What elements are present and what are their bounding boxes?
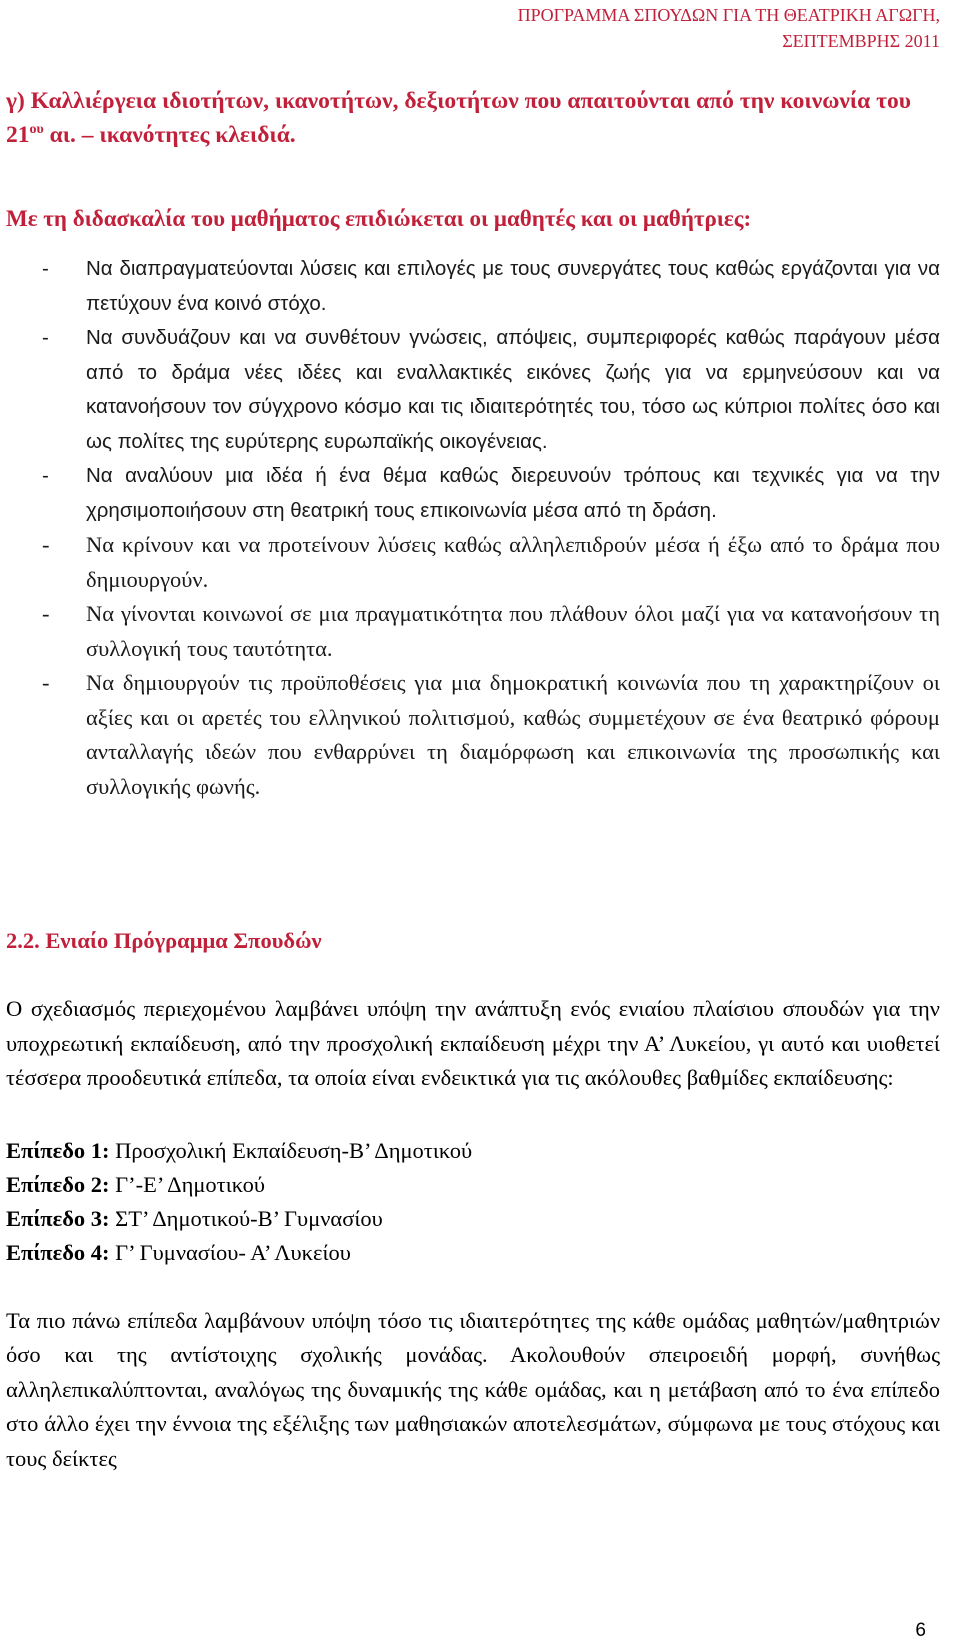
objective-text-2: Να συνδυάζουν και να συνθέτουν γνώσεις, απόψεις, συμπεριφορές καθώς παράγουν μέσα από το δράμα νέες ιδέες και εναλλακτικές εικόνες ζωής για να ερμηνεύσουν και να κατανοήσουν τον σύγχρονο κόσμο και τις ιδιαιτερότητές του, τόσο ως κύπριοι πολίτες όσο και ως πολίτες της ευρύτερης ευρωπαϊκής οικογένειας. (86, 326, 940, 453)
objective-item-4 (6, 528, 940, 597)
document-page (6, 80, 940, 1476)
section-22-paragraph-2: Τα πιο πάνω επίπεδα λαμβάνουν υπόψη τόσο τις ιδιαιτερότητες της κάθε ομάδας μαθητών/μαθητριών όσο και της αντίστοιχης σχολικής μονάδας. Ακολουθούν σπειροειδή μορφή, συνήθως αλληλεπικαλύπτονται, αναλόγως της δυναμικής της κάθε ομάδας, και η μετάβαση από το ένα επίπεδο στο άλλο έχει την έννοια της εξέλιξης των μαθησιακών αποτελεσμάτων, σύμφωνα με τους στόχους και τους δείκτες (6, 1307, 940, 1471)
level-label-3: Επίπεδο 3: (6, 1205, 110, 1231)
page-number: 6 (915, 1620, 926, 1641)
header-date-line: ΣΕΠΤΕΜΒΡΗΣ 2011 (782, 31, 940, 51)
objective-item-5 (6, 597, 940, 666)
objective-item-2 (6, 321, 940, 459)
section-g-heading (6, 84, 940, 152)
level-row-1 (6, 1134, 940, 1168)
objective-item-1 (6, 252, 940, 321)
objectives-list (6, 252, 940, 804)
level-value-2: Γ’-Ε’ Δημοτικού (109, 1171, 265, 1197)
objective-text-6: Να δημιουργούν τις προϋποθέσεις για μια δημοκρατική κοινωνία που τη χαρακτηρίζουν οι αξίες και οι αρετές του ελληνικού πολιτισμού, καθώς συμμετέχουν σε ένα θεατρικό φόρουμ ανταλλαγής ιδεών που ενθαρρύνει τη διαμόρφωση και επικοινωνία της προσωπικής και συλλογικής φωνής. (86, 670, 940, 799)
objective-item-3 (6, 459, 940, 528)
objective-item-6 (6, 666, 940, 804)
list-dash: - (42, 326, 49, 349)
level-label-2: Επίπεδο 2: (6, 1171, 110, 1197)
section-g-heading-part2: αι. – ικανότητες κλειδιά. (43, 122, 296, 148)
level-value-4: Γ’ Γυμνασίου- Α’ Λυκείου (109, 1239, 351, 1265)
levels-list (6, 1134, 940, 1270)
level-label-4: Επίπεδο 4: (6, 1239, 110, 1265)
list-dash: - (42, 532, 50, 557)
level-value-3: ΣΤ’ Δημοτικού-Β’ Γυμνασίου (109, 1205, 383, 1231)
level-label-1: Επίπεδο 1: (6, 1137, 110, 1163)
list-dash: - (42, 670, 50, 695)
objective-text-1: Να διαπραγματεύονται λύσεις και επιλογές με τους συνεργάτες τους καθώς εργάζονται για να πετύχουν ένα κοινό στόχο. (86, 257, 940, 315)
section-22-heading: 2.2. Ενιαίο Πρόγραμμα Σπουδών (6, 928, 322, 953)
level-row-4 (6, 1236, 940, 1270)
list-dash: - (42, 601, 50, 626)
level-row-3 (6, 1202, 940, 1236)
objective-text-5: Να γίνονται κοινωνοί σε μια πραγματικότητα που πλάθουν όλοι μαζί για να κατανοήσουν τη συλλογική τους ταυτότητα. (86, 601, 940, 661)
running-header (340, 2, 940, 54)
section-g-heading-part1: γ) Καλλιέργεια ιδιοτήτων, ικανοτήτων, δεξιοτήτων που απαιτούνται από την κοινωνία του 21 (6, 88, 911, 148)
level-row-2 (6, 1168, 940, 1202)
header-title-line: ΠΡΟΓΡΑΜΜΑ ΣΠΟΥΔΩΝ ΓΙΑ ΤΗ ΘΕΑΤΡΙΚΗ ΑΓΩΓΗ, (517, 5, 940, 25)
objective-text-4: Να κρίνουν και να προτείνουν λύσεις καθώς αλληλεπιδρούν μέσα ή έξω από το δράμα που δημιουργούν. (86, 532, 940, 592)
objective-text-3: Να αναλύουν μια ιδέα ή ένα θέμα καθώς διερευνούν τρόπους και τεχνικές για να την χρησιμοποιήσουν στη θεατρική τους επικοινωνία μέσα από τη δράση. (86, 464, 940, 522)
list-dash: - (42, 464, 49, 487)
level-value-1: Προσχολική Εκπαίδευση-Β’ Δημοτικού (109, 1137, 473, 1163)
list-dash: - (42, 257, 49, 280)
section-g-intro: Με τη διδασκαλία του μαθήματος επιδιώκεται οι μαθητές και οι μαθήτριες: (6, 206, 752, 231)
section-g-heading-superscript: ου (29, 122, 44, 138)
section-22-paragraph-1: Ο σχεδιασμός περιεχομένου λαμβάνει υπόψη την ανάπτυξη ενός ενιαίου πλαίσιου σπουδών για την υποχρεωτική εκπαίδευση, από την προσχολική εκπαίδευση μέχρι την Α’ Λυκείου, γι αυτό και υιοθετεί τέσσερα προοδευτικά επίπεδα, τα οποία είναι ενδεικτικά για τις ακόλουθες βαθμίδες εκπαίδευσης: (6, 996, 940, 1090)
